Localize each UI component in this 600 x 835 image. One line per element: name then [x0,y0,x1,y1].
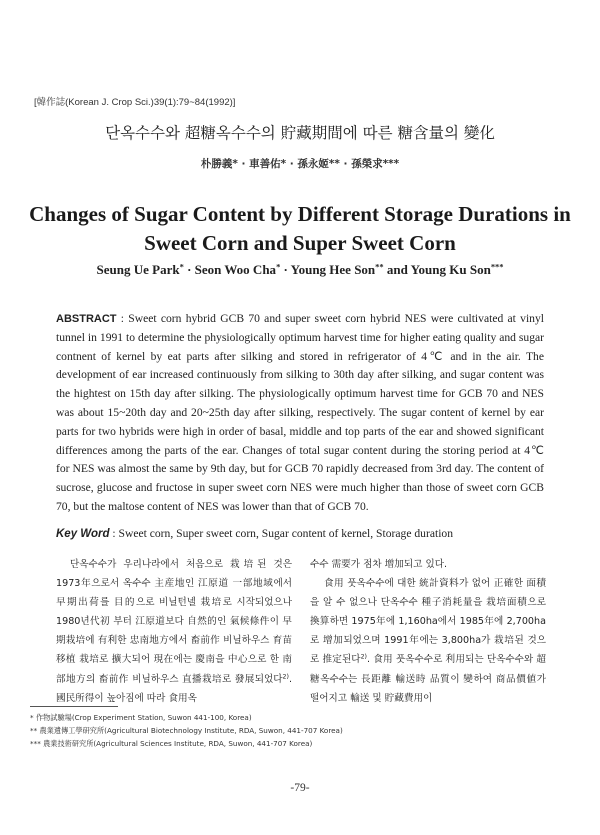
right-column-paragraph-2 [310,574,546,708]
body-left-column [56,555,292,708]
footnote-1: * 作物試驗場(Crop Experiment Station, Suwon 441-100, Korea) [30,713,252,722]
korean-authors: 朴勝義* · 車善佑* · 孫永姬** · 孫榮求*** [200,158,400,170]
author-2-mark: * [276,261,281,272]
author-2: Seon Woo Cha [194,262,277,277]
abstract-separator: : [116,312,129,325]
author-3: Young Hee Son [290,262,376,277]
author-4: Young Ku Son [410,262,491,277]
english-title-line-2: Sweet Corn and Super Sweet Corn [144,231,456,255]
author-1-mark: * [179,261,184,272]
right-column-text-end: . 食用 풋옥수수로 利用되는 단옥수수와 超糖옥수수는 長距離 輸送時 品質이 變하여 商品價値가 떨어지고 輸送 및 貯藏費用이 [310,654,546,704]
page-number: -79- [290,782,310,794]
english-title-line-1: Changes of Sugar Content by Different Storage Durations in [29,202,571,226]
reference-mark: 2) [360,654,367,662]
author-conjunction: and [383,262,411,277]
footnotes [30,711,570,750]
english-authors [0,262,600,278]
abstract-text: Sweet corn hybrid GCB 70 and super sweet corn hybrid NES were cultivated at vinyl tunnel in 1991 to determine the physiologically optimum harvest time for higher eating quality and sugar contnent of kernel by eat parts after silking and stored in refrigerator of 4℃ and in the air. The development of ear increased continuously from silking to 30th day after silking, and sugar content was the hightest on 15th day after silking. The physiologically optimum harvest time for GCB 70 and NES was about 15~20th day and 20~25th day after silking, respectively. The sugar content of kernel by ear parts for two hybrids were high in order of basal, middle and top parts of the ear and showed significant differences among the parts of the ear. Changes of total sugar content during the storing period at 4℃ for NES was almost the same by 9th day, but for GCB 70 rapidly decreased from 3rd day. The content of sucrose, glucose and fructose in super sweet corn NES were much higher than those of sweet corn GCB 70, but the maltose content of NES was lower than that of GCB 70. [56,312,544,513]
right-column-text: 食用 풋옥수수에 대한 統計資料가 없어 正確한 面積을 알 수 없으나 단옥수수 種子消耗量을 栽培面積으로 換算하면 1975年에 1,160ha에서 1985年에 2,700ha로 增加되었으며 1991年에는 3,800ha가 栽培된 것으로 推定된다 [310,578,546,666]
author-separator: · [183,262,195,277]
keywords-separator: : [109,527,119,540]
right-column-paragraph-1: 수수 需要가 점차 增加되고 있다. [310,559,448,570]
author-3-mark: ** [375,261,384,272]
footnote-divider [30,706,118,707]
english-title [0,200,600,258]
body-right-column [310,555,546,708]
author-4-mark: *** [490,261,504,272]
abstract [56,310,544,517]
reference-mark: 2) [282,673,289,681]
keywords-label: Key Word [56,528,110,540]
author-1: Seung Ue Park [96,262,180,277]
journal-reference: [韓作誌(Korean J. Crop Sci.)39(1):79~84(1992)] [34,97,236,108]
keywords-text: Sweet corn, Super sweet corn, Sugar content of kernel, Storage duration [118,527,454,540]
korean-title: 단옥수수와 超糖옥수수의 貯藏期間에 따른 糖含量의 變化 [105,124,495,142]
abstract-label: ABSTRACT [56,313,117,325]
footnote-3: *** 農業技術研究所(Agricultural Sciences Institute, RDA, Suwon, 441-707 Korea) [30,739,313,748]
left-column-text: 단옥수수가 우리나라에서 처음으로 栽培된 것은 1973年으로서 옥수수 主産地인 江原道 一部地域에서 早期出荷를 目的으로 비닐턴넬 栽培로 시작되었으나 1980년代初 부터 江原道보다 自然的인 氣候條件이 早期栽培에 有利한 忠南地方에서 畜前作 비닐하우스 育苗移植 栽培로 擴大되어 現在에는 慶南을 中心으로 한 南部地方의 畜前作 비닐하우스 直播栽培로 發展되었다 [56,559,292,685]
keywords [56,527,544,540]
footnote-2: ** 農業遺傳工學研究所(Agricultural Biotechnology Institute, RDA, Suwon, 441-707 Korea) [30,726,343,735]
author-separator: · [280,262,291,277]
left-column-text-end: . 國民所得이 높아짐에 따라 食用옥 [56,673,292,704]
